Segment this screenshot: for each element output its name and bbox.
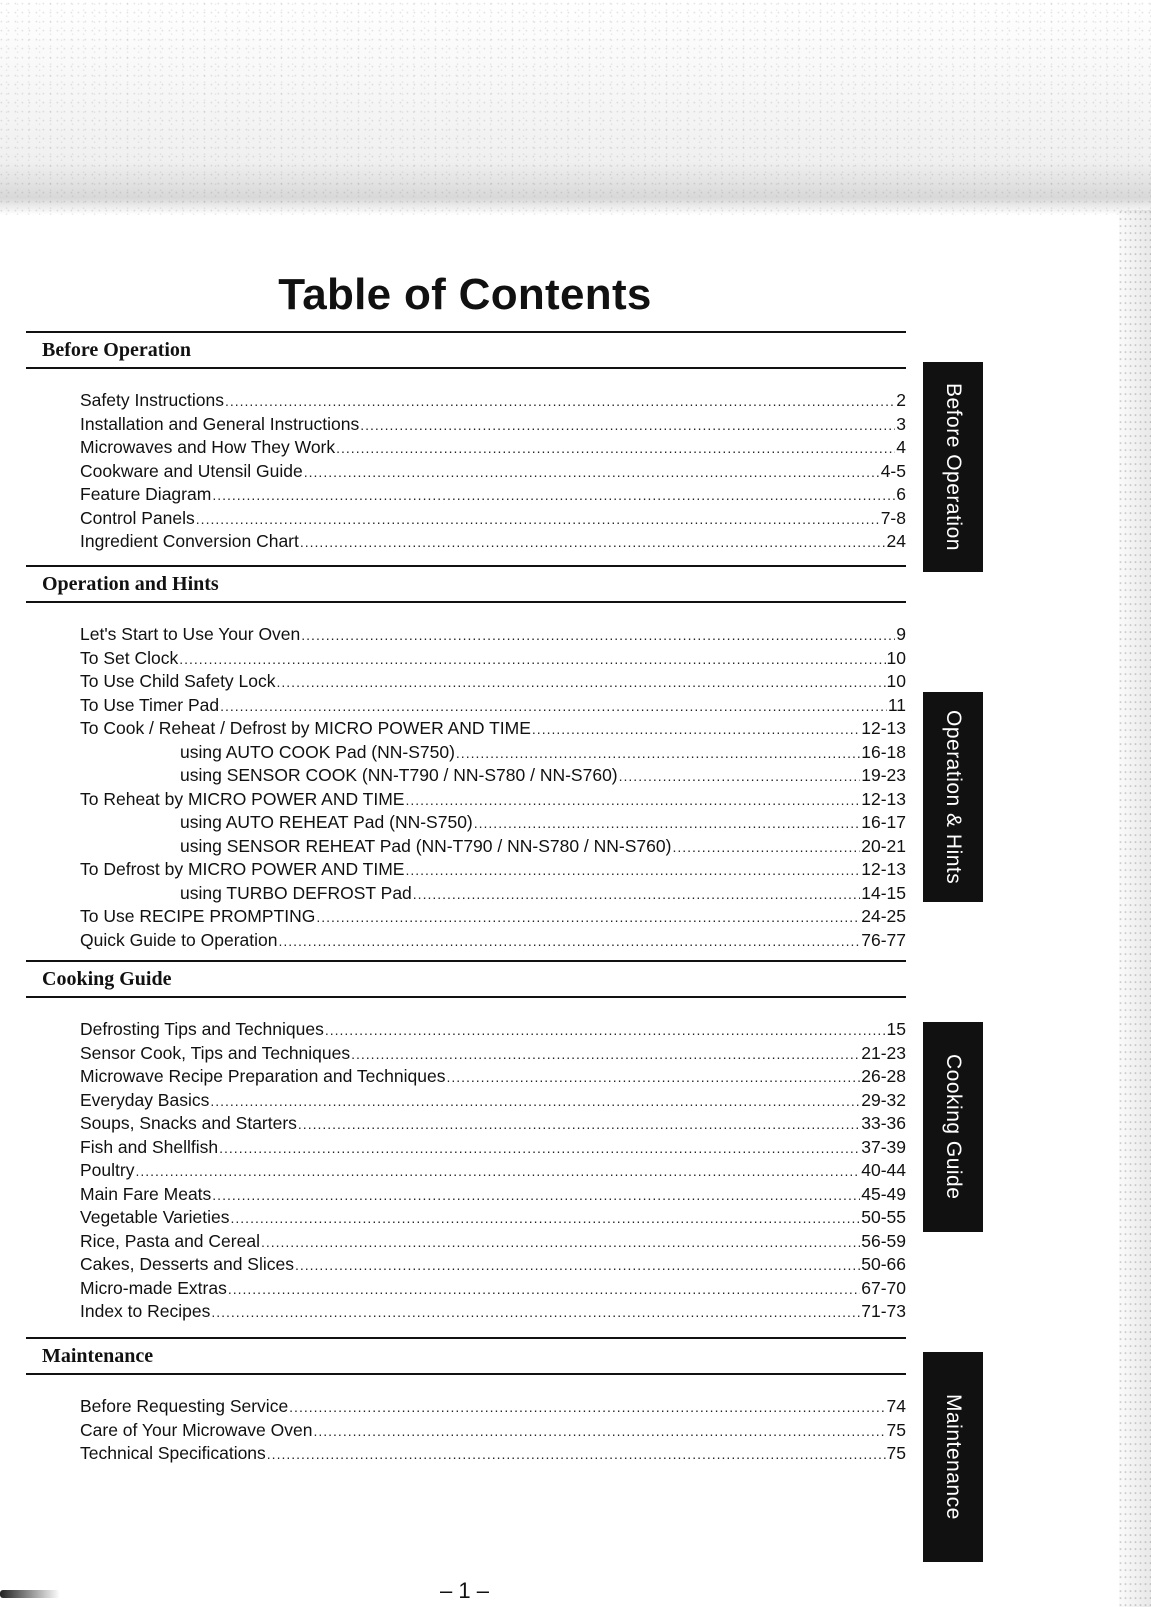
toc-entry[interactable]	[80, 436, 906, 460]
dot-leader	[295, 1254, 860, 1278]
entry-page: 15	[886, 1019, 906, 1039]
toc-entry[interactable]	[80, 905, 906, 929]
dot-leader	[289, 1396, 885, 1420]
dot-leader	[351, 1043, 860, 1067]
section-operation-and-hints	[26, 565, 906, 952]
toc-entry[interactable]	[80, 1159, 906, 1183]
toc-subentry[interactable]	[80, 835, 906, 859]
entry-label: Fish and Shellfish	[80, 1136, 219, 1157]
entry-label: Micro-made Extras	[80, 1277, 227, 1298]
entry-page: 26-28	[861, 1066, 906, 1086]
entry-label: Microwave Recipe Preparation and Techniques	[80, 1066, 446, 1086]
side-tab-maintenance[interactable]	[923, 1352, 983, 1562]
dot-leader	[210, 1090, 860, 1114]
dot-leader	[325, 1019, 886, 1043]
toc-entry[interactable]	[80, 413, 906, 437]
entry-page: 14-15	[861, 882, 906, 903]
entry-page: 24	[886, 531, 906, 551]
toc-entry[interactable]	[80, 389, 906, 413]
entry-page: 12-13	[861, 718, 906, 738]
section-heading: Cooking Guide	[26, 960, 906, 998]
entry-page: 29-32	[861, 1089, 906, 1110]
entry-label: Ingredient Conversion Chart	[80, 531, 299, 551]
side-tab-cooking-guide[interactable]	[923, 1022, 983, 1232]
entry-page: 16-17	[861, 812, 906, 832]
entry-label: To Reheat by MICRO POWER AND TIME	[80, 788, 405, 809]
entry-page: 76-77	[861, 929, 906, 950]
toc-entry[interactable]	[80, 1042, 906, 1066]
section-before-operation	[26, 331, 906, 554]
entry-label: Installation and General Instructions	[80, 413, 360, 434]
toc-entry[interactable]	[80, 1136, 906, 1160]
entry-page: 7-8	[880, 507, 906, 528]
entry-label: Control Panels	[80, 507, 195, 528]
dot-leader	[267, 1443, 886, 1467]
entry-label: using TURBO DEFROST Pad	[180, 882, 412, 903]
toc-entry[interactable]	[80, 1253, 906, 1277]
entry-label: using SENSOR COOK (NN-T790 / NN-S780 / NN-S760)	[180, 765, 618, 785]
toc-entry[interactable]	[80, 483, 906, 507]
entry-label: Everyday Basics	[80, 1089, 210, 1110]
toc-entry[interactable]	[80, 1206, 906, 1230]
entry-label: using SENSOR REHEAT Pad (NN-T790 / NN-S780 / NN-S760)	[180, 835, 672, 856]
entry-page: 6	[896, 484, 906, 504]
entry-page: 24-25	[861, 906, 906, 926]
toc-entry[interactable]	[80, 929, 906, 953]
toc-entry[interactable]	[80, 1183, 906, 1207]
dot-leader	[228, 1278, 860, 1302]
entry-page: 21-23	[861, 1042, 906, 1063]
dot-leader	[212, 484, 895, 508]
entry-page: 12-13	[861, 859, 906, 879]
dot-leader	[231, 1207, 861, 1231]
entry-label: Defrosting Tips and Techniques	[80, 1019, 324, 1039]
entry-page: 19-23	[861, 765, 906, 785]
toc-entry[interactable]	[80, 1018, 906, 1042]
dot-leader	[456, 742, 860, 766]
toc-entry[interactable]	[80, 717, 906, 741]
entry-label: Cookware and Utensil Guide	[80, 460, 303, 481]
entry-label: Rice, Pasta and Cereal	[80, 1230, 260, 1251]
entry-label: Care of Your Microwave Oven	[80, 1419, 313, 1440]
entry-label: Technical Specifications	[80, 1443, 266, 1463]
dot-leader	[316, 906, 860, 930]
toc-entry[interactable]	[80, 1230, 906, 1254]
section-maintenance	[26, 1337, 906, 1466]
entry-label: Safety Instructions	[80, 390, 224, 410]
entry-page: 56-59	[861, 1230, 906, 1251]
dot-leader	[300, 531, 886, 555]
dot-leader	[413, 883, 860, 907]
page-number: – 1 –	[440, 1578, 489, 1603]
entry-label: Feature Diagram	[80, 484, 212, 504]
toc-entry[interactable]	[80, 1395, 906, 1419]
dot-leader	[298, 1113, 860, 1137]
dot-leader	[405, 859, 860, 883]
entry-label: Microwaves and How They Work	[80, 437, 336, 457]
dot-leader	[313, 1420, 885, 1444]
entry-label: Quick Guide to Operation	[80, 929, 278, 950]
dot-leader	[619, 765, 861, 789]
toc-subentry[interactable]	[80, 811, 906, 835]
dot-leader	[212, 1184, 860, 1208]
toc-entry[interactable]	[80, 788, 906, 812]
toc-entry[interactable]	[80, 1300, 906, 1324]
entry-label: Soups, Snacks and Starters	[80, 1113, 297, 1133]
dot-leader	[446, 1066, 860, 1090]
side-tab-label: Before Operation	[942, 383, 965, 551]
entry-label: using AUTO COOK Pad (NN-S750)	[180, 741, 455, 762]
entry-label: Let's Start to Use Your Oven	[80, 624, 301, 644]
page-title: Table of Contents	[278, 270, 652, 319]
toc-entry[interactable]	[80, 694, 906, 718]
entry-page: 20-21	[861, 835, 906, 856]
scan-noise-top	[0, 0, 1151, 215]
entry-label: To Defrost by MICRO POWER AND TIME	[80, 859, 405, 879]
entry-label: To Use Child Safety Lock	[80, 671, 276, 691]
dot-leader	[301, 624, 895, 648]
dot-leader	[179, 648, 885, 672]
entry-page: 67-70	[861, 1277, 906, 1298]
entry-page: 37-39	[861, 1136, 906, 1157]
dot-leader	[532, 718, 860, 742]
entry-page: 33-36	[861, 1113, 906, 1133]
dot-leader	[360, 414, 895, 438]
entry-label: To Use Timer Pad	[80, 694, 220, 715]
toc-subentry[interactable]	[80, 741, 906, 765]
section-heading: Maintenance	[26, 1337, 906, 1375]
entry-label: Sensor Cook, Tips and Techniques	[80, 1042, 351, 1063]
entry-page: 4-5	[880, 460, 906, 481]
dot-leader	[672, 836, 860, 860]
entry-page: 2	[896, 390, 906, 410]
entry-page: 10	[886, 647, 906, 668]
toc-entry[interactable]	[80, 1419, 906, 1443]
dot-leader	[261, 1231, 860, 1255]
entry-page: 50-55	[861, 1207, 906, 1227]
dot-leader	[220, 695, 887, 719]
side-tab-label: Cooking Guide	[942, 1054, 965, 1200]
dot-leader	[219, 1137, 860, 1161]
dot-leader	[135, 1160, 860, 1184]
dot-leader	[304, 461, 880, 485]
entry-page: 75	[886, 1443, 906, 1463]
toc-entry[interactable]	[80, 1089, 906, 1113]
entry-label: Poultry	[80, 1160, 135, 1180]
entry-label: Main Fare Meats	[80, 1183, 212, 1204]
entry-page: 12-13	[861, 788, 906, 809]
toc-entry[interactable]	[80, 623, 906, 647]
entry-page: 16-18	[861, 741, 906, 762]
side-tab-label: Maintenance	[942, 1394, 965, 1520]
toc-entry[interactable]	[80, 670, 906, 694]
entry-label: using AUTO REHEAT Pad (NN-S750)	[180, 812, 473, 832]
side-tab-operation-and-hints[interactable]	[923, 692, 983, 902]
toc-entry[interactable]	[80, 647, 906, 671]
toc-subentry[interactable]	[80, 882, 906, 906]
entry-page: 40-44	[861, 1160, 906, 1180]
entry-page: 45-49	[861, 1183, 906, 1204]
entry-page: 10	[886, 671, 906, 691]
entry-page: 71-73	[861, 1301, 906, 1321]
section-heading: Operation and Hints	[26, 565, 906, 603]
dot-leader	[225, 390, 895, 414]
toc-entry[interactable]	[80, 1065, 906, 1089]
entry-label: To Cook / Reheat / Defrost by MICRO POWER AND TIME	[80, 718, 531, 738]
toc-entry[interactable]	[80, 530, 906, 554]
dot-leader	[336, 437, 895, 461]
dot-leader	[474, 812, 860, 836]
dot-leader	[196, 508, 880, 532]
entry-page: 4	[896, 437, 906, 457]
entry-page: 11	[887, 694, 906, 715]
dot-leader	[278, 930, 860, 954]
side-tab-before-operation[interactable]	[923, 362, 983, 572]
scan-smudge	[0, 1590, 60, 1598]
dot-leader	[277, 671, 886, 695]
entry-label: Before Requesting Service	[80, 1396, 289, 1416]
toc-entry[interactable]	[80, 1277, 906, 1301]
side-tab-label: Operation & Hints	[942, 709, 965, 885]
dot-leader	[405, 789, 860, 813]
section-heading: Before Operation	[26, 331, 906, 369]
entry-page: 9	[896, 624, 906, 644]
toc-entry[interactable]	[80, 858, 906, 882]
toc-entry[interactable]	[80, 460, 906, 484]
entry-label: Index to Recipes	[80, 1301, 211, 1321]
toc-subentry[interactable]	[80, 764, 906, 788]
toc-entry[interactable]	[80, 1442, 906, 1466]
entry-label: To Set Clock	[80, 647, 179, 668]
toc-entry[interactable]	[80, 1112, 906, 1136]
dot-leader	[211, 1301, 860, 1325]
entry-label: Cakes, Desserts and Slices	[80, 1254, 294, 1274]
entry-label: Vegetable Varieties	[80, 1207, 230, 1227]
entry-page: 50-66	[861, 1254, 906, 1274]
entry-label: To Use RECIPE PROMPTING	[80, 906, 316, 926]
toc-entry[interactable]	[80, 507, 906, 531]
section-cooking-guide	[26, 960, 906, 1324]
entry-page: 3	[896, 413, 906, 434]
scan-noise-right-edge	[1119, 210, 1151, 1607]
entry-page: 75	[886, 1419, 906, 1440]
entry-page: 74	[886, 1396, 906, 1416]
